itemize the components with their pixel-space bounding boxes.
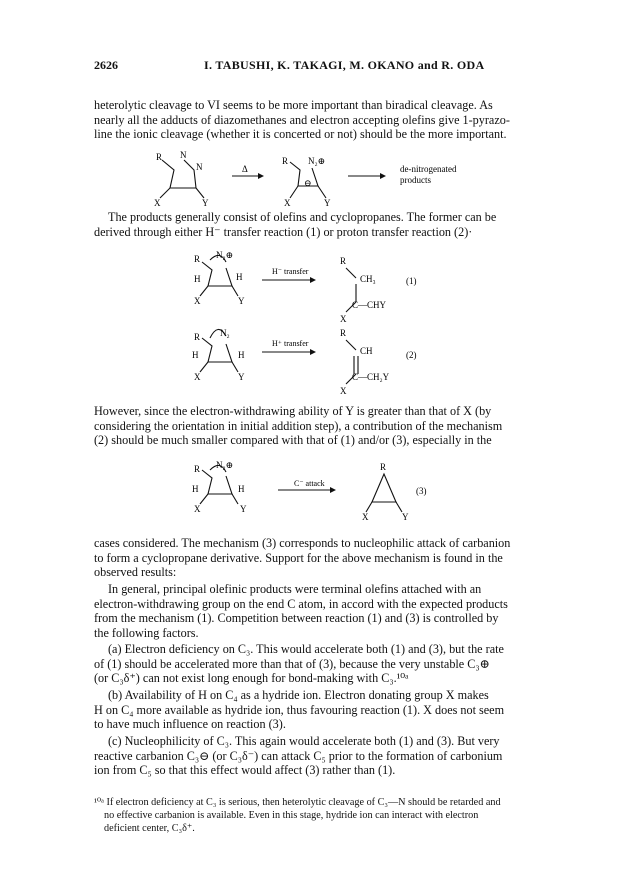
svg-text:X: X — [194, 372, 201, 382]
svg-text:R: R — [380, 462, 387, 472]
svg-text:Y: Y — [202, 198, 209, 208]
svg-text:Y: Y — [324, 198, 331, 208]
text-line: (a) Electron deficiency on C₃. This would accelerate both (1) and (3), but the rate — [108, 642, 504, 656]
svg-text:X: X — [284, 198, 291, 208]
svg-text:N: N — [180, 150, 187, 160]
svg-text:R: R — [194, 254, 201, 264]
page-number: 2626 — [94, 58, 118, 72]
product-label-1: de-nitrogenated — [400, 164, 457, 174]
factor-c-paragraph — [94, 734, 564, 778]
text-line: of (1) should be accelerated more than that of (3), because the very unstable C₃⊕ — [94, 656, 490, 671]
text-line: (2) should be much smaller compared with that of (1) and/or (3), especially in the — [94, 433, 492, 448]
text-line: heterolytic cleavage to VI seems to be more important than biradical cleavage. As — [94, 98, 493, 112]
running-head-authors: I. TABUSHI, K. TAKAGI, M. OKANO and R. ODA — [204, 58, 485, 72]
text-line: observed results: — [94, 565, 177, 580]
text-line: (c) Nucleophilicity of C₃. This again would accelerate both (1) and (3). But very — [108, 734, 500, 748]
svg-text:R: R — [194, 332, 201, 342]
svg-text:R: R — [340, 328, 347, 338]
footnote-line: deficient center, C₃δ⁺. — [104, 823, 195, 834]
scheme-3-carbanion-attack — [180, 458, 480, 530]
svg-text:N₂: N₂ — [220, 328, 230, 338]
product-1-top: CH₃ — [360, 274, 376, 284]
product-2-bottom: C—CH₂Y — [352, 372, 390, 382]
svg-text:H: H — [236, 272, 243, 282]
svg-text:R: R — [156, 152, 163, 162]
footnote-line: no effective carbanion is available. Even in this stage, hydride ion can interact with electron — [104, 810, 479, 821]
svg-text:N: N — [196, 162, 203, 172]
product-1-bottom: C—CHY — [352, 300, 387, 310]
text-line: ion from C₅ so that this effect would affect (3) rather than (1). — [94, 763, 396, 778]
text-line: from the mechanism (1). Competition between reaction (1) and (3) is controlled by — [94, 611, 499, 626]
cases-paragraph — [94, 536, 564, 580]
scheme-2-hydride-proton-transfer — [180, 250, 480, 400]
heat-label: Δ — [242, 164, 248, 174]
equation-1-number: (1) — [406, 276, 417, 286]
svg-text:X: X — [194, 296, 201, 306]
text-line: In general, principal olefinic products were terminal olefins attached with an — [108, 582, 482, 596]
intro-paragraph — [94, 98, 564, 142]
carbanion-attack-label: C⁻ attack — [294, 479, 325, 488]
products-paragraph — [94, 210, 564, 239]
product-label-2: products — [400, 175, 431, 185]
svg-text:Y: Y — [402, 512, 409, 522]
text-line: (b) Availability of H on C₄ as a hydride ion. Electron donating group X makes — [108, 688, 489, 702]
svg-text:H: H — [192, 484, 199, 494]
svg-text:X: X — [194, 504, 201, 514]
svg-text:N₂⊕: N₂⊕ — [216, 250, 234, 260]
text-line: The products generally consist of olefins and cyclopropanes. The former can be — [108, 210, 497, 224]
svg-text:Y: Y — [238, 296, 245, 306]
equation-3-number: (3) — [416, 486, 427, 496]
svg-text:X: X — [340, 386, 347, 396]
svg-text:R: R — [194, 464, 201, 474]
text-line: considering the orientation in initial addition step), a contribution of the mechanism — [94, 418, 503, 433]
product-2-top: CH — [360, 346, 373, 356]
text-line: derived through either H⁻ transfer reaction (1) or proton transfer reaction (2)· — [94, 224, 473, 239]
text-line: cases considered. The mechanism (3) corresponds to nucleophilic attack of carbanion — [94, 536, 511, 550]
factor-b-paragraph — [94, 688, 564, 732]
footnote — [94, 796, 566, 835]
factor-a-paragraph — [94, 642, 564, 686]
svg-text:H: H — [238, 484, 245, 494]
svg-text:N₂⊕: N₂⊕ — [216, 460, 234, 470]
text-line: reactive carbanion C₃⊖ (or C₃δ⁻) can attack C₅ prior to the formation of carbonium — [94, 748, 503, 763]
equation-2-number: (2) — [406, 350, 417, 360]
scheme-1-pyrazoline-cleavage — [140, 146, 500, 212]
svg-text:R: R — [282, 156, 289, 166]
svg-text:⊖: ⊖ — [304, 178, 312, 188]
text-line: nearly all the adducts of diazomethanes and electron accepting olefins give 1-pyrazo- — [94, 112, 510, 127]
text-line: line the ionic cleavage (whether it is concerted or not) should be the more important. — [94, 127, 507, 142]
text-line: However, since the electron-withdrawing ability of Y is greater than that of X (by — [94, 404, 492, 418]
svg-text:Y: Y — [240, 504, 247, 514]
svg-text:H: H — [194, 274, 201, 284]
svg-text:Y: Y — [238, 372, 245, 382]
svg-text:H: H — [238, 350, 245, 360]
svg-text:H: H — [192, 350, 199, 360]
text-line: (or C₃δ⁺) can not exist long enough for bond-making with C₃.¹⁰ᵃ — [94, 671, 409, 686]
svg-text:X: X — [154, 198, 161, 208]
text-line: electron-withdrawing group on the end C atom, in accord with the expected products — [94, 596, 508, 611]
svg-text:X: X — [362, 512, 369, 522]
text-line: H on C₄ more available as hydride ion, thus favouring reaction (1). X does not seem — [94, 702, 505, 717]
footnote-line: ¹⁰ᵃ If electron deficiency at C₃ is serious, then heterolytic cleavage of C₃—N should be retarded and — [94, 797, 501, 808]
svg-text:R: R — [340, 256, 347, 266]
text-line: to have much influence on reaction (3). — [94, 717, 286, 732]
proton-transfer-label: H⁺ transfer — [272, 339, 309, 348]
mechanism-paragraph — [94, 404, 564, 448]
text-line: to form a cyclopropane derivative. Support for the above mechanism is found in the — [94, 550, 503, 565]
svg-text:N₂⊕: N₂⊕ — [308, 156, 326, 166]
text-line: the following factors. — [94, 625, 199, 640]
hydride-transfer-label: H⁻ transfer — [272, 267, 309, 276]
svg-text:X: X — [340, 314, 347, 324]
results-paragraph — [94, 582, 564, 640]
